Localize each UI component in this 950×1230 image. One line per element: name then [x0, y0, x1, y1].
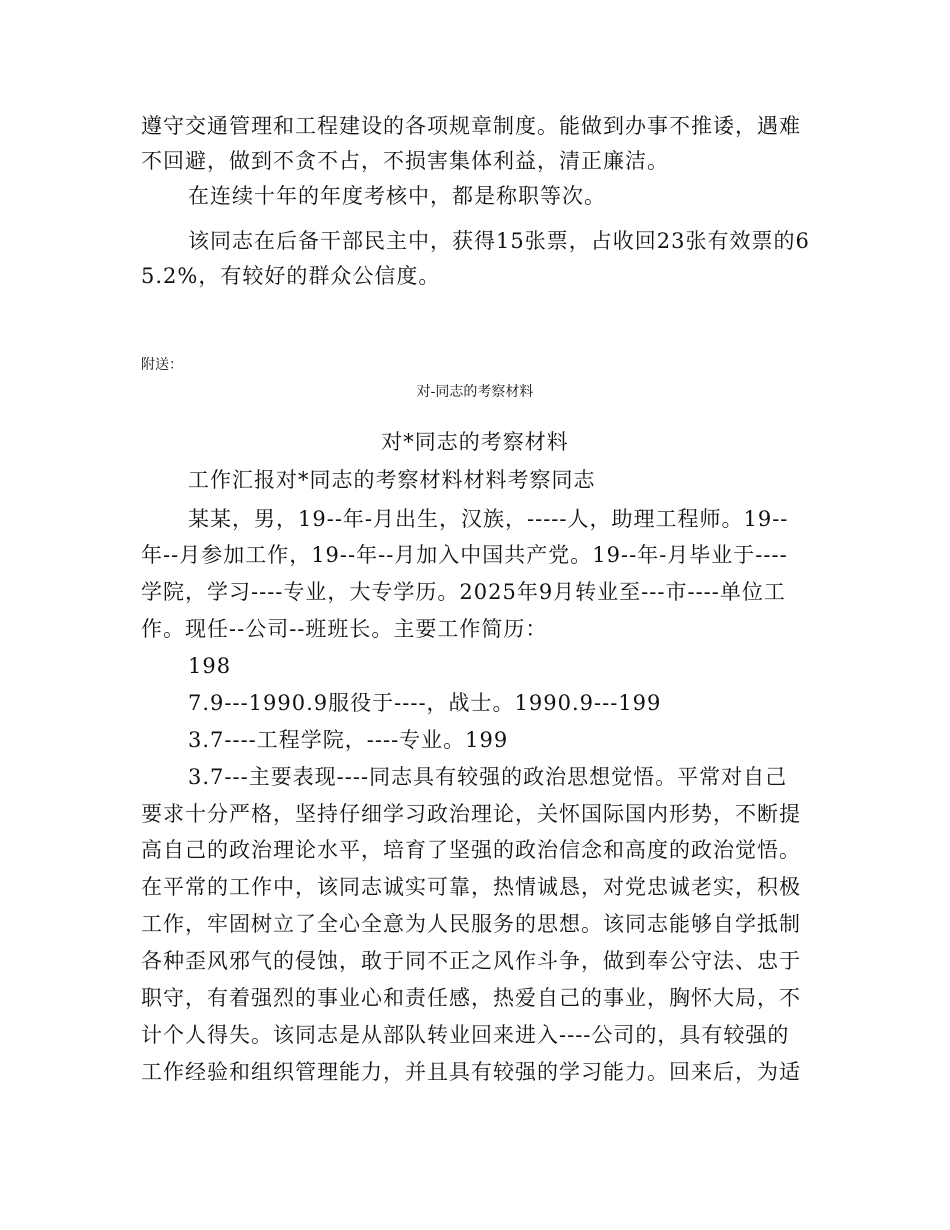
paragraph-line: 该同志在后备干部民主中，获得15张票，占收回23张有效票的6 — [188, 229, 810, 253]
paragraph-line: 计个人得失。该同志是从部队转业回来进入----公司的，具有较强的 — [141, 1023, 790, 1047]
paragraph-line: 在平常的工作中，该同志诚实可靠，热情诚恳，对党忠诚老实，积极 — [141, 875, 801, 899]
paragraph-line: 不回避，做到不贪不占，不损害集体利益，清正廉洁。 — [141, 149, 669, 173]
paragraph-line: 5.2%，有较好的群众公信度。 — [141, 264, 441, 288]
paragraph-line: 职守，有着强烈的事业心和责任感，热爱自己的事业，胸怀大局，不 — [141, 986, 801, 1010]
paragraph-line: 7.9---1990.9服役于----，战士。1990.9---199 — [188, 691, 662, 715]
paragraph-line: 198 — [188, 654, 232, 678]
paragraph-line: 3.7---主要表现----同志具有较强的政治思想觉悟。平常对自己 — [188, 765, 788, 789]
paragraph-line: 年--月参加工作，19--年--月加入中国共产党。19--年-月毕业于---- — [141, 543, 788, 567]
paragraph-line: 某某，男，19--年-月出生，汉族，-----人，助理工程师。19-- — [188, 507, 789, 531]
paragraph-line: 遵守交通管理和工程建设的各项规章制度。能做到办事不推诿，遇难 — [141, 114, 801, 138]
document-title: 对*同志的考察材料 — [381, 430, 569, 454]
paragraph-line: 作。现任--公司--班班长。主要工作简历： — [141, 617, 548, 641]
paragraph-line: 要求十分严格，坚持仔细学习政治理论，关怀国际国内形势，不断提 — [141, 802, 801, 826]
attachment-title: 对-同志的考察材料 — [416, 384, 534, 400]
paragraph-line: 在连续十年的年度考核中，都是称职等次。 — [188, 184, 606, 208]
attachment-label: 附送： — [141, 357, 183, 373]
paragraph-line: 工作汇报对*同志的考察材料材料考察同志 — [188, 468, 596, 492]
paragraph-line: 各种歪风邪气的侵蚀，敢于同不正之风作斗争，做到奉公守法、忠于 — [141, 949, 801, 973]
paragraph-line: 学院，学习----专业，大专学历。2025年9月转业至---市----单位工 — [141, 580, 786, 604]
paragraph-line: 工作经验和组织管理能力，并且具有较强的学习能力。回来后，为适 — [141, 1060, 801, 1084]
paragraph-line: 工作，牢固树立了全心全意为人民服务的思想。该同志能够自学抵制 — [141, 912, 801, 936]
paragraph-line: 高自己的政治理论水平，培育了坚强的政治信念和高度的政治觉悟。 — [141, 838, 801, 862]
paragraph-line: 3.7----工程学院，----专业。199 — [188, 728, 509, 752]
